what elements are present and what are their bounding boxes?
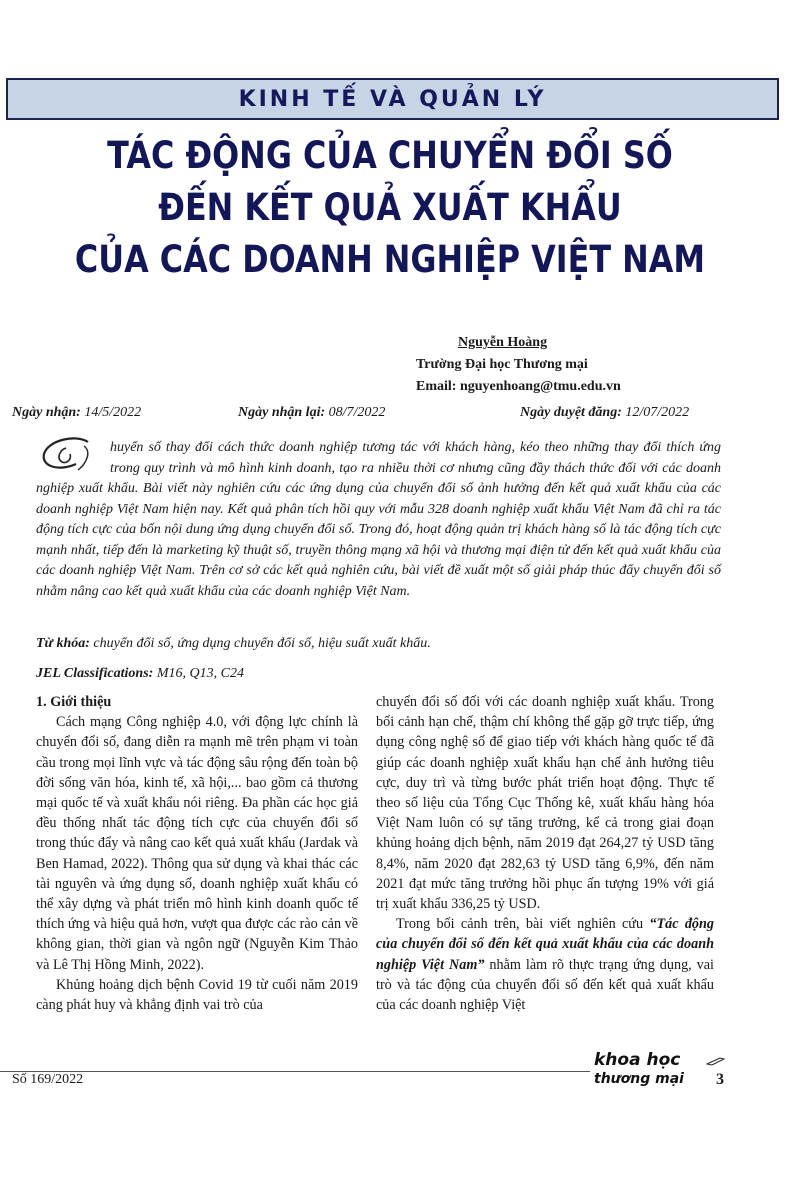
section-heading: 1. Giới thiệu — [36, 694, 112, 710]
paragraph: chuyển đổi số đối với các doanh nghiệp xuất khẩu. Trong bối cảnh hạn chế, thậm chí không thể gặp gỡ trực tiếp, ứng dụng công nghệ số để giao tiếp với khách hàng quốc tế đã giúp các doanh nghiệp xuất khẩu hạn chế ảnh hưởng tiêu cực, duy trì và từng bước phát triển hoạt động. Thực tế theo số liệu của Tổng Cục Thống kê, xuất khẩu hàng hóa Việt Nam luôn có sự tăng trưởng, kể cả trong giai đoạn khủng hoảng dịch bệnh, năm 2019 đạt 264,27 tỷ USD tăng 8,4%, năm 2020 đạt 282,63 tỷ USD tăng 6,9%, đến năm 2021 đạt mức tăng trưởng hồi phục ấn tượng 19% với giá trị xuất khẩu 336,25 tỷ USD. — [376, 694, 714, 913]
paragraph: Trong bối cảnh trên, bài viết nghiên cứu “Tác động của chuyển đổi số đến kết quả xuất khẩu của các doanh nghiệp Việt Nam” nhằm làm rõ thực trạng ứng dụng, vai trò và tác động của chuyển đổi số đến kết quả xuất khẩu của các doanh nghiệp Việt — [376, 916, 714, 1014]
received-date: Ngày nhận: 14/5/2022 — [12, 405, 142, 420]
jel-classifications: JEL Classifications: M16, Q13, C24 — [36, 666, 244, 681]
author-name: Nguyễn Hoàng — [458, 335, 548, 350]
section-banner — [6, 78, 779, 120]
revised-date: Ngày nhận lại: 08/7/2022 — [238, 405, 386, 420]
pen-icon — [706, 1056, 726, 1066]
journal-logo: khoa học thương mại — [594, 1050, 684, 1087]
keywords: Từ khóa: chuyển đổi số, ứng dụng chuyển đổi số, hiệu suất xuất khẩu. — [36, 636, 431, 651]
abstract-text: huyển số thay đổi cách thức doanh nghiệp tương tác với khách hàng, kéo theo những thay đổi thích ứng trong quy trình và mô hình kinh doanh, tạo ra nhiều thời cơ nhưng cũng đầy thách thức đối với các doanh nghiệp xuất khẩu. Bài viết này nghiên cứu các ứng dụng của chuyển đổi số ảnh hưởng đến kết quả xuất khẩu của các doanh nghiệp Việt Nam hiện nay. Kết quả phân tích hồi quy với mẫu 328 doanh nghiệp xuất khẩu Việt Nam đã chỉ ra tác động tích cực của bốn nội dung ứng dụng chuyển đổi số. Trong đó, hoạt động quản trị khách hàng số là tác động tích cực mạnh nhất, tiếp đến là marketing kỹ thuật số, truyền thông mạng xã hội và thương mại điện tử đến kết quả xuất khẩu của các doanh nghiệp Việt Nam. Trên cơ sở các kết quả nghiên cứu, bài viết đề xuất một số giải pháp thúc đẩy chuyển đổi số nhằm nâng cao kết quả xuất khẩu của các doanh nghiệp Việt Nam. — [36, 440, 721, 599]
approved-date: Ngày duyệt đăng: 12/07/2022 — [520, 405, 690, 420]
issue-number: Số 169/2022 — [12, 1072, 84, 1087]
paragraph: Khủng hoảng dịch bệnh Covid 19 từ cuối năm 2019 càng phát huy và khẳng định vai trò của — [36, 976, 358, 1014]
author-affiliation: Trường Đại học Thương mại — [416, 357, 588, 372]
title-line: CỦA CÁC DOANH NGHIỆP VIỆT NAM — [74, 238, 706, 281]
banner-text: KINH TẾ VÀ QUẢN LÝ — [238, 86, 547, 112]
body-column-right — [376, 692, 714, 1015]
footer-rule — [0, 1071, 590, 1072]
dropcap-c-icon — [36, 436, 106, 476]
body-column-left — [36, 692, 358, 1015]
title-line: ĐẾN KẾT QUẢ XUẤT KHẨU — [158, 186, 622, 229]
page-number: 3 — [716, 1071, 724, 1088]
abstract — [36, 438, 721, 602]
author-block — [416, 332, 720, 398]
article-title — [72, 130, 708, 286]
title-line: TÁC ĐỘNG CỦA CHUYỂN ĐỔI SỐ — [107, 134, 673, 177]
paragraph: Cách mạng Công nghiệp 4.0, với động lực chính là chuyển đổi số, đang diễn ra mạnh mẽ trên phạm vi toàn cầu trong mọi lĩnh vực và tác động sâu rộng đến toàn bộ đời sống văn hóa, kinh tế, xã hội,... bao gồm cả thương mại quốc tế và xuất khẩu nói riêng. Đa phần các học giả đều thống nhất tác động tích cực của chuyển đổi số trong thúc đẩy và nâng cao kết quả xuất khẩu (Jardak và Ben Hamad, 2022). Thông qua sử dụng và khai thác các tài nguyên và ứng dụng số, doanh nghiệp xuất khẩu có thể xây dựng và phát triển mô hình kinh doanh quốc tế thích ứng và hiệu quả hơn, vượt qua được các rào cản về không gian, thời gian và ngôn ngữ (Nguyễn Kim Thảo và Lê Thị Hồng Minh, 2022). — [36, 714, 358, 973]
author-email: Email: nguyenhoang@tmu.edu.vn — [416, 379, 621, 394]
